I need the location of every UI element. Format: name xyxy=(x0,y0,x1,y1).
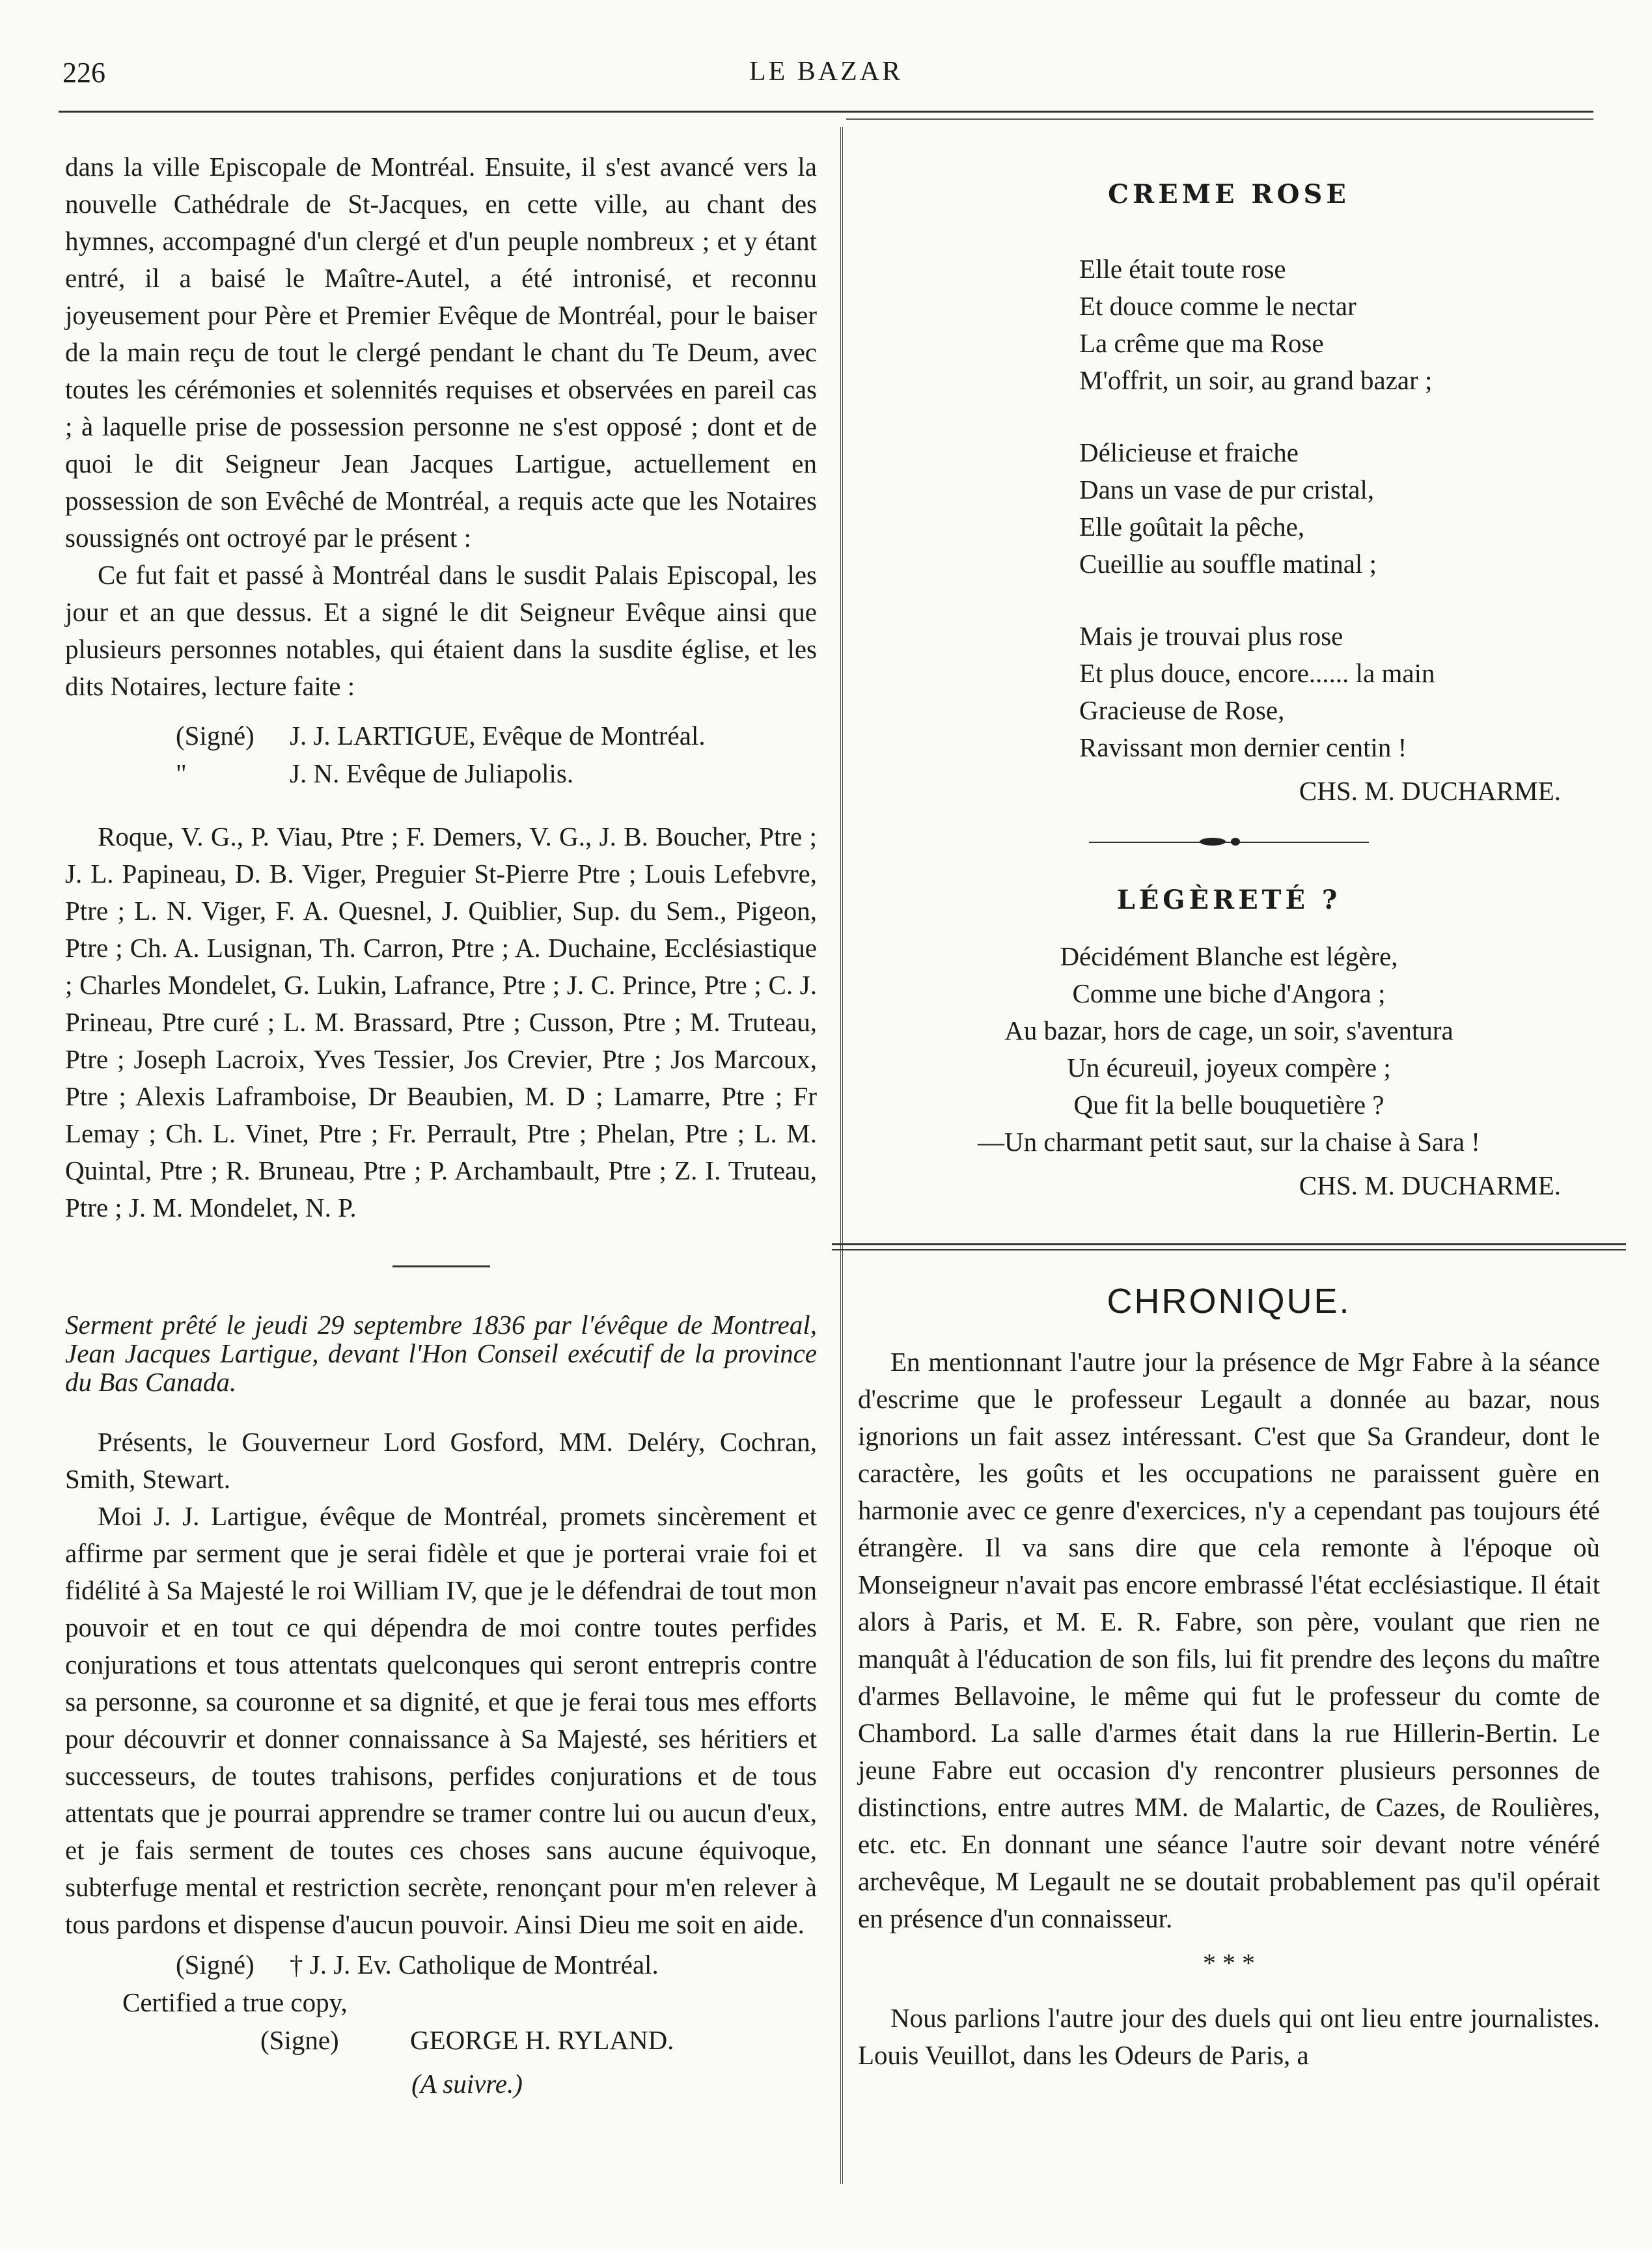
chronique-paragraph: En mentionnant l'autre jour la présence de Mgr Fabre à la séance d'escrime que le professeur Legault a donnée au bazar, nous ignorions un fait assez intéressant. C'est que Sa Grandeur, dont le caractère, les goûts et les occupations ne paraissent guère en harmonie avec ce genre d'exercices, n'y a cependant pas toujours été étrangère. Il va sans dire que cela remonte à l'époque où Monseigneur n'avait pas encore embrassé l'état ecclésiastique. Il était alors à Paris, et M. E. R. Fabre, son père, voulant que rien ne manquât à l'éducation de son fils, lui fit prendre des leçons du maître d'armes Bellavoine, le même qui fut le professeur du comte de Chambord. La salle d'armes était dans la rue Hillerin-Bertin. Le jeune Fabre eut occasion d'y rencontrer plusieurs personnes de distinctions, entre autres MM. de Malartic, de Cazes, de Roulières, etc. etc. En donnant une séance l'autre soir devant notre vénéré archevêque, M Legault ne se doutait probablement pas qu'il opérait en présence d'un connaisseur. xyxy=(858,1347,1600,1933)
presents-paragraph: Présents, le Gouverneur Lord Gosford, MM. Deléry, Cochran, Smith, Stewart. xyxy=(65,1427,817,1494)
serment-heading: Serment prêté le jeudi 29 septembre 1836 par l'évêque de Montreal, Jean Jacques Lartigue, devant l'Hon Conseil exécutif de la province du Bas Canada. xyxy=(65,1310,817,1397)
poem-line: Elle était toute rose xyxy=(1079,254,1286,284)
left-column xyxy=(65,148,817,2103)
poem-creme-rose xyxy=(858,251,1600,766)
signature-text: † J. J. Ev. Catholique de Montréal. xyxy=(290,1950,659,1980)
poem-stanza xyxy=(1079,434,1600,583)
oath-signature xyxy=(65,1946,817,2059)
signature-line xyxy=(65,1946,817,1983)
paragraph-fait-et-passe: Ce fut fait et passé à Montréal dans le susdit Palais Episcopal, les jour et an que dessus. Et a signé le dit Seigneur Evêque ainsi que plusieurs personnes notables, qui étaient dans la susdite église, et les dits Notaires, lecture faite : xyxy=(65,560,817,701)
signature-line xyxy=(65,754,817,792)
signature-text: J. N. Evêque de Juliapolis. xyxy=(290,758,574,788)
paragraph-possession: dans la ville Episcopale de Montréal. Ensuite, il s'est avancé vers la nouvelle Cathédrale de St-Jacques, en cette ville, au chant des hymnes, accompagné d'un clergé et d'un peuple nombreux ; et y étant entré, il a baisé le Maître-Autel, a été intronisé, et reconnu joyeusement pour Père et Premier Evêque de Montréal, pour le baiser de la main reçu de tout le clergé pendant le chant du Te Deum, avec toutes les cérémonies et solennités requises et observées en pareil cas ; à laquelle prise de possession personne ne s'est opposé ; dont et de quoi le dit Seigneur Jean Jacques Lartigue, actuellement en possession de son Evêché de Montréal, a requis acte que les Notaires soussignés ont octroyé par le présent : xyxy=(65,152,817,553)
right-column xyxy=(858,176,1600,2074)
poem-line: Ravissant mon dernier centin ! xyxy=(1079,732,1407,762)
oath-paragraph: Moi J. J. Lartigue, évêque de Montréal, promets sincèrement et affirme par serment que je serai fidèle et que je porterai vraie foi et fidélité à Sa Majesté le roi William IV, que je le défendrai de tout mon pouvoir et en tout ce qui dépendra de moi contre toutes perfides conjurations et tous attentats quelconques qui seront entrepris contre sa personne, sa couronne et sa dignité, et que je ferai tous mes efforts pour découvrir et donner connaissance à Sa Majesté, ses héritiers et successeurs, de toutes trahisons, perfides conjurations et de tous attentats que je pourrai apprendre se tramer contre lui ou aucun d'eux, et je fais serment de toutes ces choses sans aucune équivoque, subterfuge mental et restriction secrète, renonçant pour m'en relever à tous pardons et dispense d'aucun pouvoir. Ainsi Dieu me soit en aide. xyxy=(65,1501,817,1939)
poem-author: CHS. M. DUCHARME. xyxy=(1299,776,1561,806)
poem-line: Mais je trouvai plus rose xyxy=(1079,621,1343,651)
signature-line xyxy=(65,717,817,754)
poem-stanza xyxy=(1079,618,1600,766)
signature-block xyxy=(65,717,817,792)
poem-line: Délicieuse et fraiche xyxy=(1079,437,1299,467)
asterism: * * * xyxy=(1203,1948,1255,1978)
header-rule xyxy=(59,111,1593,113)
page-number: 226 xyxy=(62,57,105,89)
header-rule-secondary xyxy=(846,118,1593,120)
poem-line: Dans un vase de pur cristal, xyxy=(1079,475,1375,504)
signature-label: (Signe) xyxy=(260,2025,339,2055)
poem-line: Que fit la belle bouquetière ? xyxy=(1073,1090,1384,1120)
signature-text: GEORGE H. RYLAND. xyxy=(410,2025,674,2055)
poem-line: M'offrit, un soir, au grand bazar ; xyxy=(1079,365,1433,395)
ornament-divider xyxy=(1089,836,1369,849)
certified-copy: Certified a true copy, xyxy=(122,1987,348,2017)
poem-line: Et plus douce, encore...... la main xyxy=(1079,658,1435,688)
poem-line: Décidément Blanche est légère, xyxy=(1060,941,1398,971)
section-double-rule xyxy=(832,1243,1626,1250)
poem-title-creme-rose: CREME ROSE xyxy=(1108,179,1350,210)
poem-line: Un écureuil, joyeux compère ; xyxy=(1067,1053,1391,1083)
section-divider xyxy=(392,1265,490,1267)
poem-title-legerete: LÉGÈRETÉ ? xyxy=(1116,885,1342,915)
poem-line: Gracieuse de Rose, xyxy=(1079,695,1285,725)
page-header xyxy=(59,56,1593,108)
page-title: LE BAZAR xyxy=(749,57,903,87)
poem-stanza xyxy=(1079,251,1600,399)
signature-label: (Signé) xyxy=(176,1950,255,1980)
signature-label: " xyxy=(176,758,187,788)
poem-legerete xyxy=(858,938,1600,1161)
poem-author: CHS. M. DUCHARME. xyxy=(1299,1170,1561,1200)
poem-line: Au bazar, hors de cage, un soir, s'aventura xyxy=(1004,1015,1453,1045)
continued-note: (A suivre.) xyxy=(411,2069,523,2099)
poem-line: La crême que ma Rose xyxy=(1079,328,1324,358)
poem-line: Elle goûtait la pêche, xyxy=(1079,512,1305,542)
signature-line xyxy=(65,2021,817,2059)
witness-names: Roque, V. G., P. Viau, Ptre ; F. Demers, V. G., J. B. Boucher, Ptre ; J. L. Papineau, D. B. Viger, Preguier St-Pierre Ptre ; Louis Lefebvre, Ptre ; L. N. Viger, F. A. Quesnel, J. Quiblier, Sup. du Sem., Pigeon, Ptre ; Ch. A. Lusignan, Th. Carron, Ptre ; A. Duchaine, Ecclésiastique ; Charles Mondelet, G. Lukin, Lafrance, Ptre ; J. C. Prince, Ptre ; C. J. Prineau, Ptre curé ; L. M. Brassard, Ptre ; Cusson, Ptre ; M. Truteau, Ptre ; Joseph Lacroix, Yves Tessier, Jos Crevier, Ptre ; Jos Marcoux, Ptre ; Alexis Laframboise, Dr Beaubien, M. D ; Lamarre, Ptre ; Fr Lemay ; Ch. L. Vinet, Ptre ; Fr. Perrault, Ptre ; Phelan, Ptre ; L. M. Quintal, Ptre ; R. Bruneau, Ptre ; P. Archambault, Ptre ; Z. I. Truteau, Ptre ; J. M. Mondelet, N. P. xyxy=(65,821,817,1222)
chronique-title: CHRONIQUE. xyxy=(1107,1282,1351,1321)
signature-label: (Signé) xyxy=(176,721,255,751)
poem-line: Cueillie au souffle matinal ; xyxy=(1079,549,1377,579)
poem-line: Et douce comme le nectar xyxy=(1079,291,1356,321)
signature-text: J. J. LARTIGUE, Evêque de Montréal. xyxy=(290,721,706,751)
poem-line: —Un charmant petit saut, sur la chaise à Sara ! xyxy=(978,1127,1480,1157)
column-separator xyxy=(840,127,843,2184)
poem-line: Comme une biche d'Angora ; xyxy=(1072,978,1386,1008)
chronique-paragraph: Nous parlions l'autre jour des duels qui ont lieu entre journalistes. Louis Veuillot, dans les Odeurs de Paris, a xyxy=(858,2003,1600,2070)
